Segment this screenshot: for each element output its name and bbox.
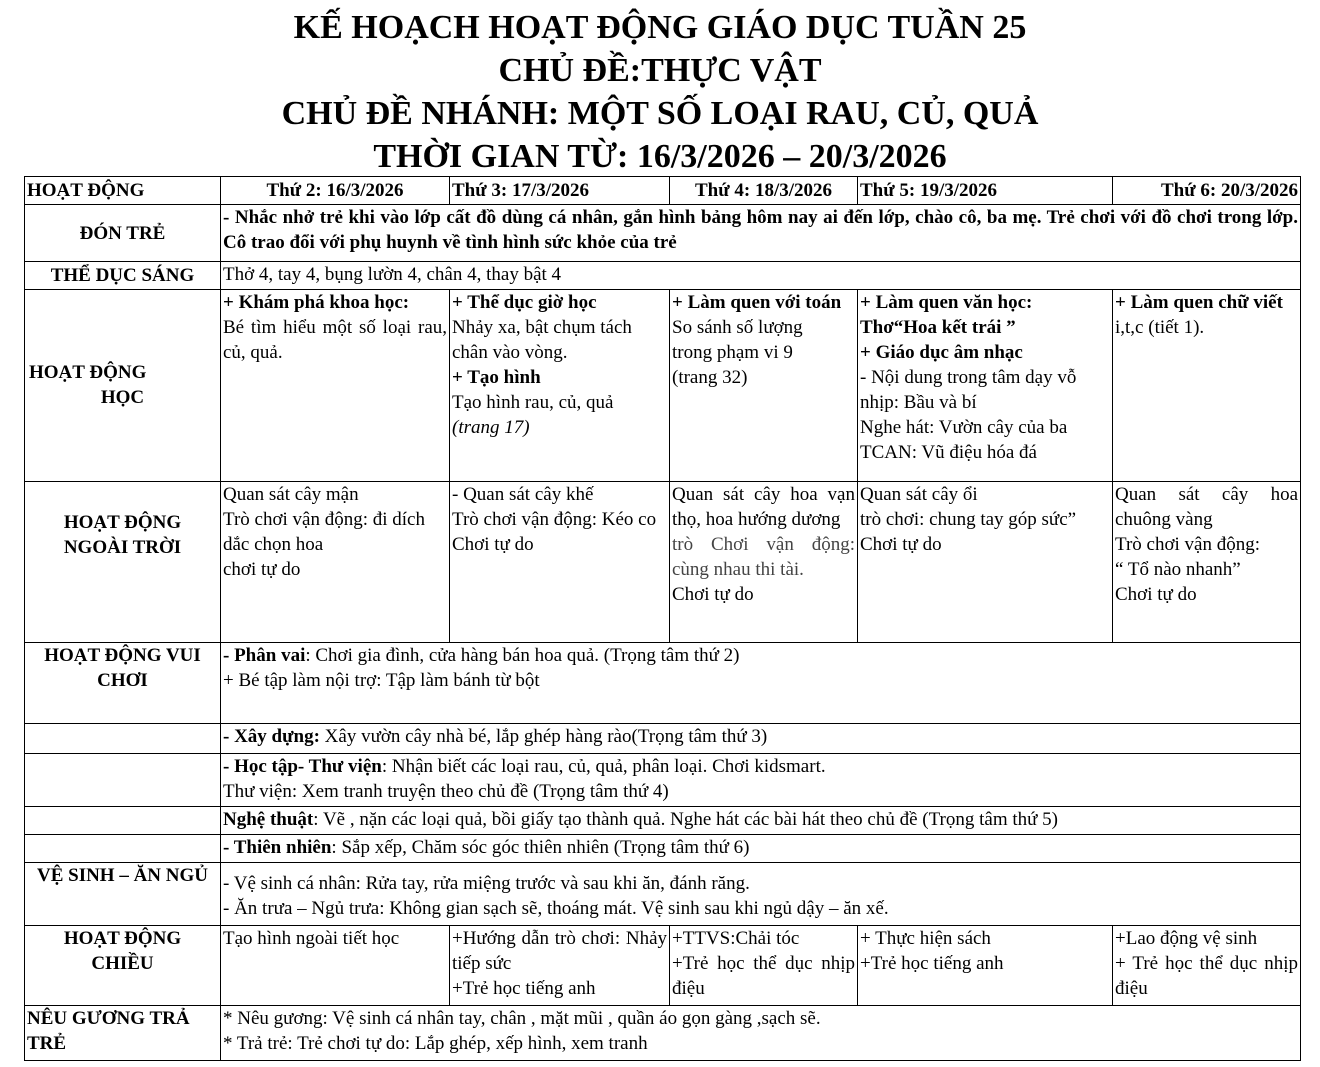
- day-header-tue: Thứ 3: 17/3/2026: [450, 177, 670, 205]
- thien-nhien-row: [25, 834, 1301, 862]
- ngoai-troi-cell-thu: Quan sát cây ổi trò chơi: chung tay góp sức” Chơi tự do: [858, 481, 1113, 642]
- date-range-title: THỜI GIAN TỪ: 16/3/2026 – 20/3/2026: [373, 138, 947, 175]
- phan-vai-cell: - Phân vai: Chơi gia đình, cửa hàng bán hoa quả. (Trọng tâm thứ 2) + Bé tập làm nội trợ: Tập làm bánh từ bột: [221, 643, 1301, 724]
- plan-title: KẾ HOẠCH HOẠT ĐỘNG GIÁO DỤC TUẦN 25: [293, 9, 1027, 46]
- neu-guong-label: NÊU GƯƠNG TRẢ TRẺ: [25, 1006, 221, 1061]
- nghe-thuat-label-empty: [25, 806, 221, 834]
- ve-sinh-row: [25, 863, 1301, 926]
- day-header-wed: Thứ 4: 18/3/2026: [670, 177, 858, 205]
- ngoai-troi-cell-tue: - Quan sát cây khế Trò chơi vận động: Kéo co Chơi tự do: [450, 481, 670, 642]
- chieu-cell-fri: +Lao động vệ sinh + Trẻ học thể dục nhịp điệu: [1113, 925, 1301, 1006]
- ngoai-troi-cell-mon: Quan sát cây mận Trò chơi vận động: đi dích dắc chọn hoa chơi tự do: [221, 481, 450, 642]
- hoc-tap-row: [25, 754, 1301, 806]
- hoc-cell-mon: + Khám phá khoa học: Bé tìm hiểu một số loại rau, củ, quả.: [221, 290, 450, 482]
- chieu-cell-thu: + Thực hiện sách +Trẻ học tiếng anh: [858, 925, 1113, 1006]
- hoc-cell-tue: + Thể dục giờ học Nhảy xa, bật chụm tách chân vào vòng. + Tạo hình Tạo hình rau, củ, quả (trang 17): [450, 290, 670, 482]
- activity-header: HOẠT ĐỘNG: [25, 177, 221, 205]
- the-duc-sang-row: [25, 261, 1301, 289]
- day-header-fri: Thứ 6: 20/3/2026: [1113, 177, 1301, 205]
- hoat-dong-hoc-label: HOẠT ĐỘNG HỌC: [25, 290, 221, 482]
- chieu-row: [25, 925, 1301, 1006]
- sub-theme-title: CHỦ ĐỀ NHÁNH: MỘT SỐ LOẠI RAU, CỦ, QUẢ: [281, 95, 1039, 132]
- weekly-plan-table: [24, 176, 1301, 1061]
- document-title-block: [0, 6, 1320, 178]
- theme-title: CHỦ ĐỀ:THỰC VẬT: [498, 52, 822, 89]
- vui-choi-label: HOẠT ĐỘNG VUI CHƠI: [25, 643, 221, 724]
- the-duc-sang-label: THỂ DỤC SÁNG: [25, 261, 221, 289]
- hoat-dong-hoc-row: [25, 290, 1301, 482]
- don-tre-text: - Nhắc nhở trẻ khi vào lớp cất đồ dùng cá nhân, gắn hình bảng hôm nay ai đến lớp, chào cô, ba mẹ. Trẻ chơi với đồ chơi trong lớp. Cô trao đổi với phụ huynh về tình hình sức khỏe của trẻ: [221, 205, 1301, 262]
- neu-guong-row: [25, 1006, 1301, 1061]
- nghe-thuat-row: [25, 806, 1301, 834]
- hoc-cell-thu: + Làm quen văn học: Thơ“Hoa kết trái ” + Giáo dục âm nhạc - Nội dung trong tâm dạy vỗ nhịp: Bầu và bí Nghe hát: Vườn cây của ba TCAN: Vũ điệu hóa đá: [858, 290, 1113, 482]
- xay-dung-label-empty: [25, 723, 221, 753]
- nghe-thuat-cell: Nghệ thuật: Vẽ , nặn các loại quả, bồi giấy tạo thành quả. Nghe hát các bài hát theo chủ đề (Trọng tâm thứ 5): [221, 806, 1301, 834]
- hoc-cell-fri: + Làm quen chữ viết i,t,c (tiết 1).: [1113, 290, 1301, 482]
- don-tre-row: [25, 205, 1301, 262]
- ve-sinh-cell: - Vệ sinh cá nhân: Rửa tay, rửa miệng trước và sau khi ăn, đánh răng. - Ăn trưa – Ngủ trưa: Không gian sạch sẽ, thoáng mát. Vệ sinh sau khi ngủ dậy – ăn xế.: [221, 863, 1301, 926]
- ngoai-troi-row: [25, 481, 1301, 642]
- chieu-label: HOẠT ĐỘNG CHIỀU: [25, 925, 221, 1006]
- day-header-mon: Thứ 2: 16/3/2026: [221, 177, 450, 205]
- the-duc-sang-text: Thở 4, tay 4, bụng lườn 4, chân 4, thay bật 4: [221, 261, 1301, 289]
- ve-sinh-label: VỆ SINH – ĂN NGỦ: [25, 863, 221, 926]
- hoc-tap-cell: - Học tập- Thư viện: Nhận biết các loại rau, củ, quả, phân loại. Chơi kidsmart. Thư viện: Xem tranh truyện theo chủ đề (Trọng tâm thứ 4): [221, 754, 1301, 806]
- header-row: [25, 177, 1301, 205]
- chieu-cell-tue: +Hướng dẫn trò chơi: Nhảy tiếp sức +Trẻ học tiếng anh: [450, 925, 670, 1006]
- chieu-cell-wed: +TTVS:Chải tóc +Trẻ học thể dục nhịp điệu: [670, 925, 858, 1006]
- neu-guong-cell: * Nêu gương: Vệ sinh cá nhân tay, chân , mặt mũi , quần áo gọn gàng ,sạch sẽ. * Trả trẻ: Trẻ chơi tự do: Lắp ghép, xếp hình, xem tranh: [221, 1006, 1301, 1061]
- don-tre-label: ĐÓN TRẺ: [25, 205, 221, 262]
- thien-nhien-label-empty: [25, 834, 221, 862]
- hoc-tap-label-empty: [25, 754, 221, 806]
- day-header-thu: Thứ 5: 19/3/2026: [858, 177, 1113, 205]
- hoc-cell-wed: + Làm quen với toán So sánh số lượng trong phạm vi 9 (trang 32): [670, 290, 858, 482]
- chieu-cell-mon: Tạo hình ngoài tiết học: [221, 925, 450, 1006]
- vui-choi-row: [25, 643, 1301, 724]
- ngoai-troi-cell-wed: Quan sát cây hoa vạn thọ, hoa hướng dương trò Chơi vận động: cùng nhau thi tài. Chơi tự do: [670, 481, 858, 642]
- ngoai-troi-label: HOẠT ĐỘNG NGOÀI TRỜI: [25, 481, 221, 642]
- thien-nhien-cell: - Thiên nhiên: Sắp xếp, Chăm sóc góc thiên nhiên (Trọng tâm thứ 6): [221, 834, 1301, 862]
- ngoai-troi-cell-fri: Quan sát cây hoa chuông vàng Trò chơi vận động: “ Tổ nào nhanh” Chơi tự do: [1113, 481, 1301, 642]
- xay-dung-row: [25, 723, 1301, 753]
- xay-dung-cell: - Xây dựng: Xây vườn cây nhà bé, lắp ghép hàng rào(Trọng tâm thứ 3): [221, 723, 1301, 753]
